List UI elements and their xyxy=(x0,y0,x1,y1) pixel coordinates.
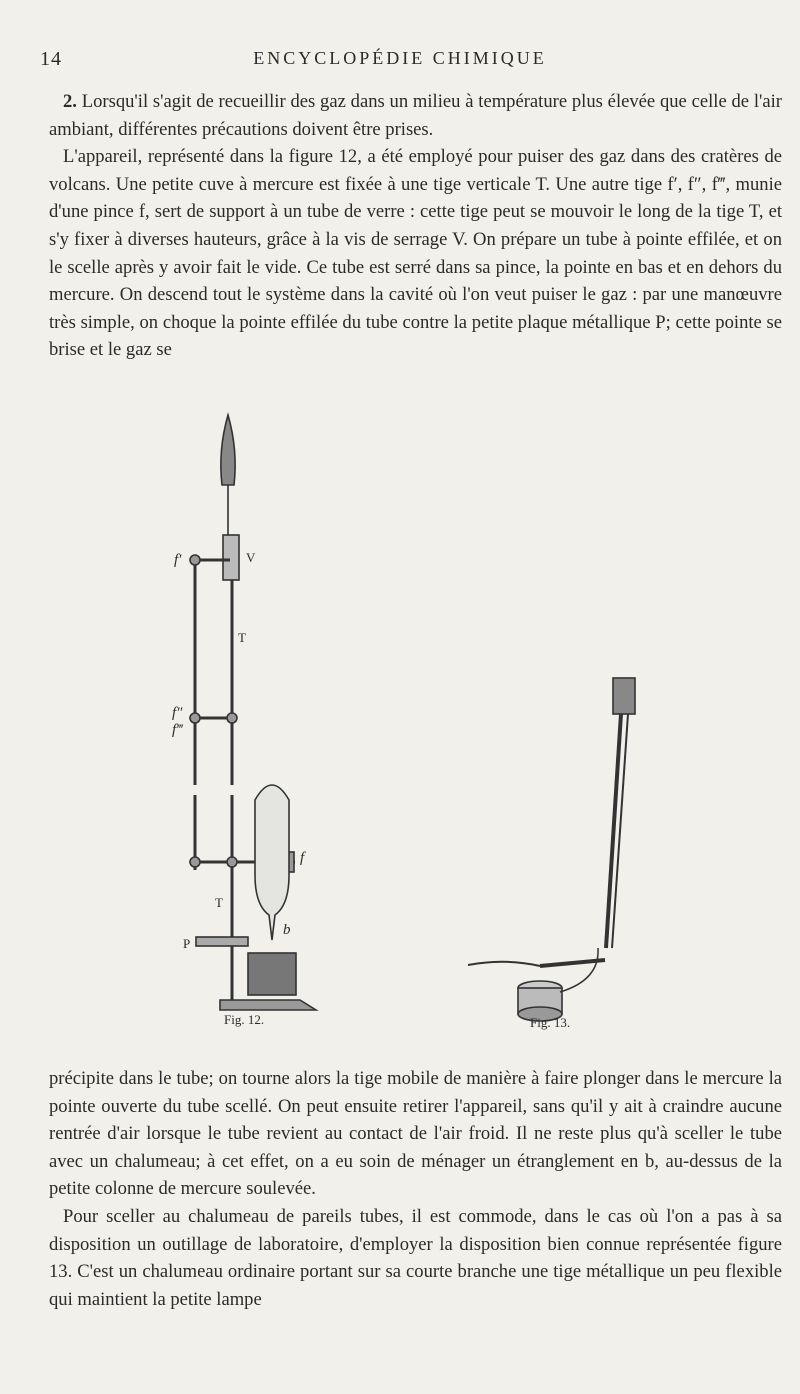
page-number: 14 xyxy=(40,48,62,70)
figures-illustration xyxy=(0,400,800,1050)
bottom-text-block xyxy=(49,1065,782,1313)
figure-13-caption: Fig. 13. xyxy=(530,1015,571,1030)
paragraph-text: Lorsqu'il s'agit de recueillir des gaz dans un milieu à température plus élevée que celle de l'air ambiant, différentes précautions doivent être prises. xyxy=(49,91,782,140)
screw-clamp-v xyxy=(223,535,239,580)
section-number: 2. xyxy=(63,91,77,112)
label-f-triple-prime: f‴ xyxy=(172,722,183,738)
glass-tube xyxy=(255,785,289,940)
handle-grip xyxy=(221,415,235,485)
label-f-prime: f′ xyxy=(174,552,182,568)
label-p: P xyxy=(183,936,191,951)
figures-area xyxy=(0,400,800,1050)
paragraph-continuation: précipite dans le tube; on tourne alors la tige mobile de manière à faire plonger dans le mercure la pointe ouverte du tube scellé. On peut ensuite retirer l'appareil, sans qu'il y ait à craindre aucune rentrée d'air lorsque le tube revient au contact de l'air froid. Il ne reste plus qu'à sceller le tube avec un chalumeau; à cet effet, on a eu soin de ménager un étranglement en b, au-dessus de la petite colonne de mercure soulevée. xyxy=(49,1068,782,1200)
paragraph-apparatus: L'appareil, représenté dans la figure 12, a été employé pour puiser des gaz dans des cratères de volcans. Une petite cuve à mercure est fixée à une tige verticale T. Une autre tige f′, f″, f‴, munie d'une pince f, sert de support à un tube de verre : cette tige peut se mouvoir le long de la tige T, et s'y fixer à diverses hauteurs, grâce à la vis de serrage V. On prépare un tube à pointe effilée, et on le scelle après y avoir fait le vide. Ce tube est serré dans sa pince, la pointe en bas et en dehors du mercure. On descend tout le système dans la cavité où l'on veut puiser le gaz : par une manœuvre très simple, on choque la pointe effilée du tube contre la petite plaque métallique P; cette pointe se brise et le gaz se xyxy=(49,146,782,361)
top-text-block xyxy=(49,88,782,364)
running-title: ENCYCLOPÉDIE CHIMIQUE xyxy=(253,48,547,68)
paragraph-section-2 xyxy=(49,88,782,143)
blowpipe-mouthpiece xyxy=(613,678,635,714)
figure-12-drawing xyxy=(190,415,316,1010)
label-t-upper: T xyxy=(238,630,246,645)
label-t-lower: T xyxy=(215,895,223,910)
base-plate xyxy=(220,1000,316,1010)
mercury-tank xyxy=(248,953,296,995)
label-f-double-prime: f″ xyxy=(172,705,183,721)
figure-12-caption: Fig. 12. xyxy=(224,1012,265,1027)
figure-13-drawing xyxy=(468,678,635,1021)
label-b: b xyxy=(283,922,291,938)
paragraph-blowpipe: Pour sceller au chalumeau de pareils tubes, il est commode, dans le cas où l'on a pas à sa disposition un outillage de laboratoire, d'employer la disposition bien connue représentée figure 13. C'est un chalumeau ordinaire portant sur sa courte branche une tige métallique un peu flexible qui maintient la petite lampe xyxy=(49,1205,782,1310)
label-v: V xyxy=(246,550,256,565)
metal-plate-p xyxy=(196,937,248,946)
label-f: f xyxy=(300,850,305,866)
page-header xyxy=(40,48,760,74)
